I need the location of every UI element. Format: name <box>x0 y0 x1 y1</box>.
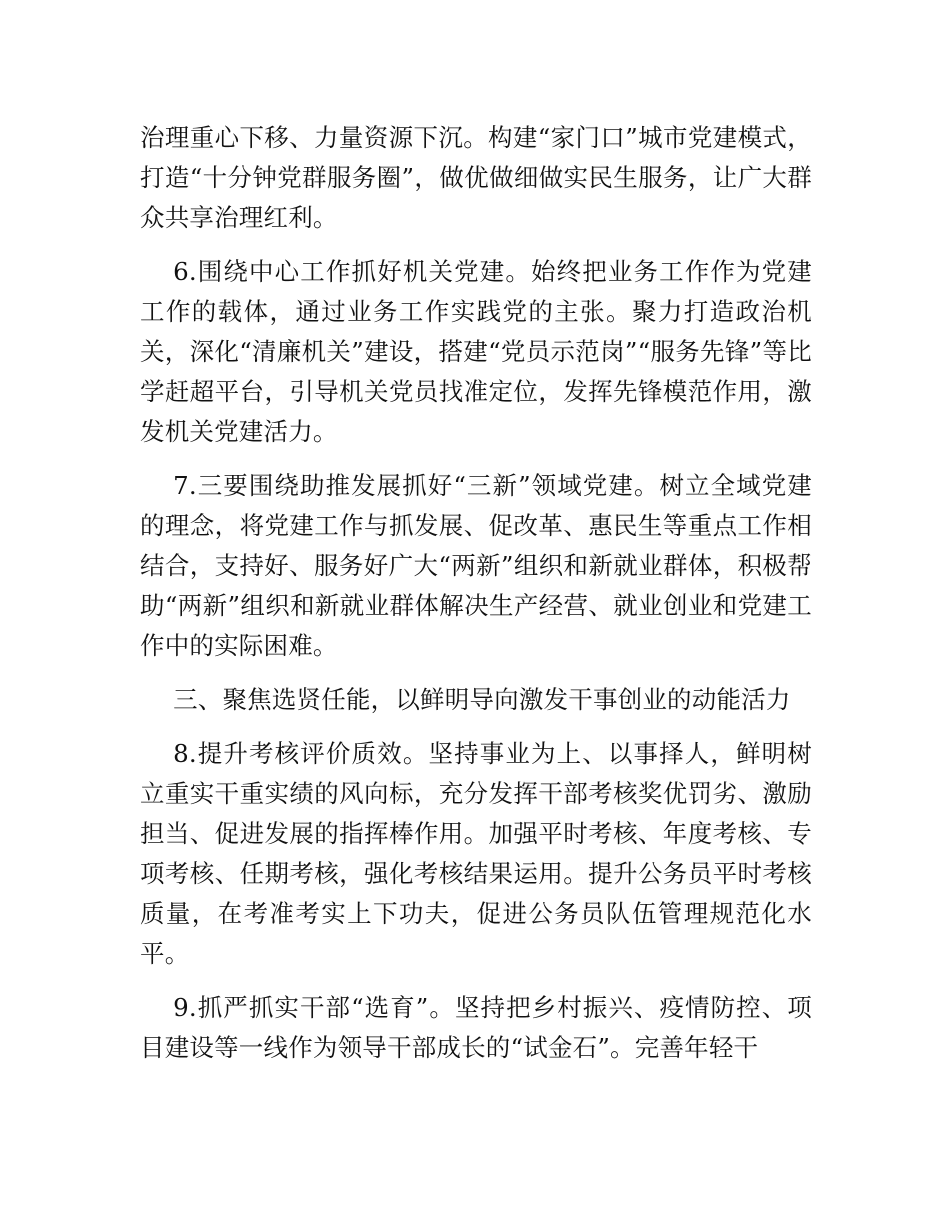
paragraph-item-6: 6.围绕中心工作抓好机关党建。始终把业务工作作为党建工作的载体，通过业务工作实践党的主张。聚力打造政治机关，深化“清廉机关”建设，搭建“党员示范岗”“服务先锋”等比学赶超平台，引导机关党员找准定位，发挥先锋模范作用，激发机关党建活力。 <box>140 257 812 446</box>
paragraph-item-8: 8.提升考核评价质效。坚持事业为上、以事择人，鲜明树立重实干重实绩的风向标，充分发挥干部考核奖优罚劣、激励担当、促进发展的指挥棒作用。加强平时考核、年度考核、专项考核、任期考核，强化考核结果运用。提升公务员平时考核质量，在考准考实上下功夫，促进公务员队伍管理规范化水平。 <box>140 739 812 968</box>
paragraph-item-9: 9.抓严抓实干部“选育”。坚持把乡村振兴、疫情防控、项目建设等一线作为领导干部成长的“试金石”。完善年轻干 <box>140 993 812 1062</box>
paragraph-continuation: 治理重心下移、力量资源下沉。构建“家门口”城市党建模式，打造“十分钟党群服务圈”，做优做细做实民生服务，让广大群众共享治理红利。 <box>140 123 812 232</box>
section-heading-3: 三、聚焦选贤任能，以鲜明导向激发干事创业的动能活力 <box>173 685 791 714</box>
document-body <box>140 118 812 1082</box>
paragraph-item-7: 7.三要围绕助推发展抓好“三新”领域党建。树立全域党建的理念，将党建工作与抓发展、促改革、惠民生等重点工作相结合，支持好、服务好广大“两新”组织和新就业群体，积极帮助“两新”组织和新就业群体解决生产经营、就业创业和党建工作中的实际困难。 <box>140 471 812 660</box>
